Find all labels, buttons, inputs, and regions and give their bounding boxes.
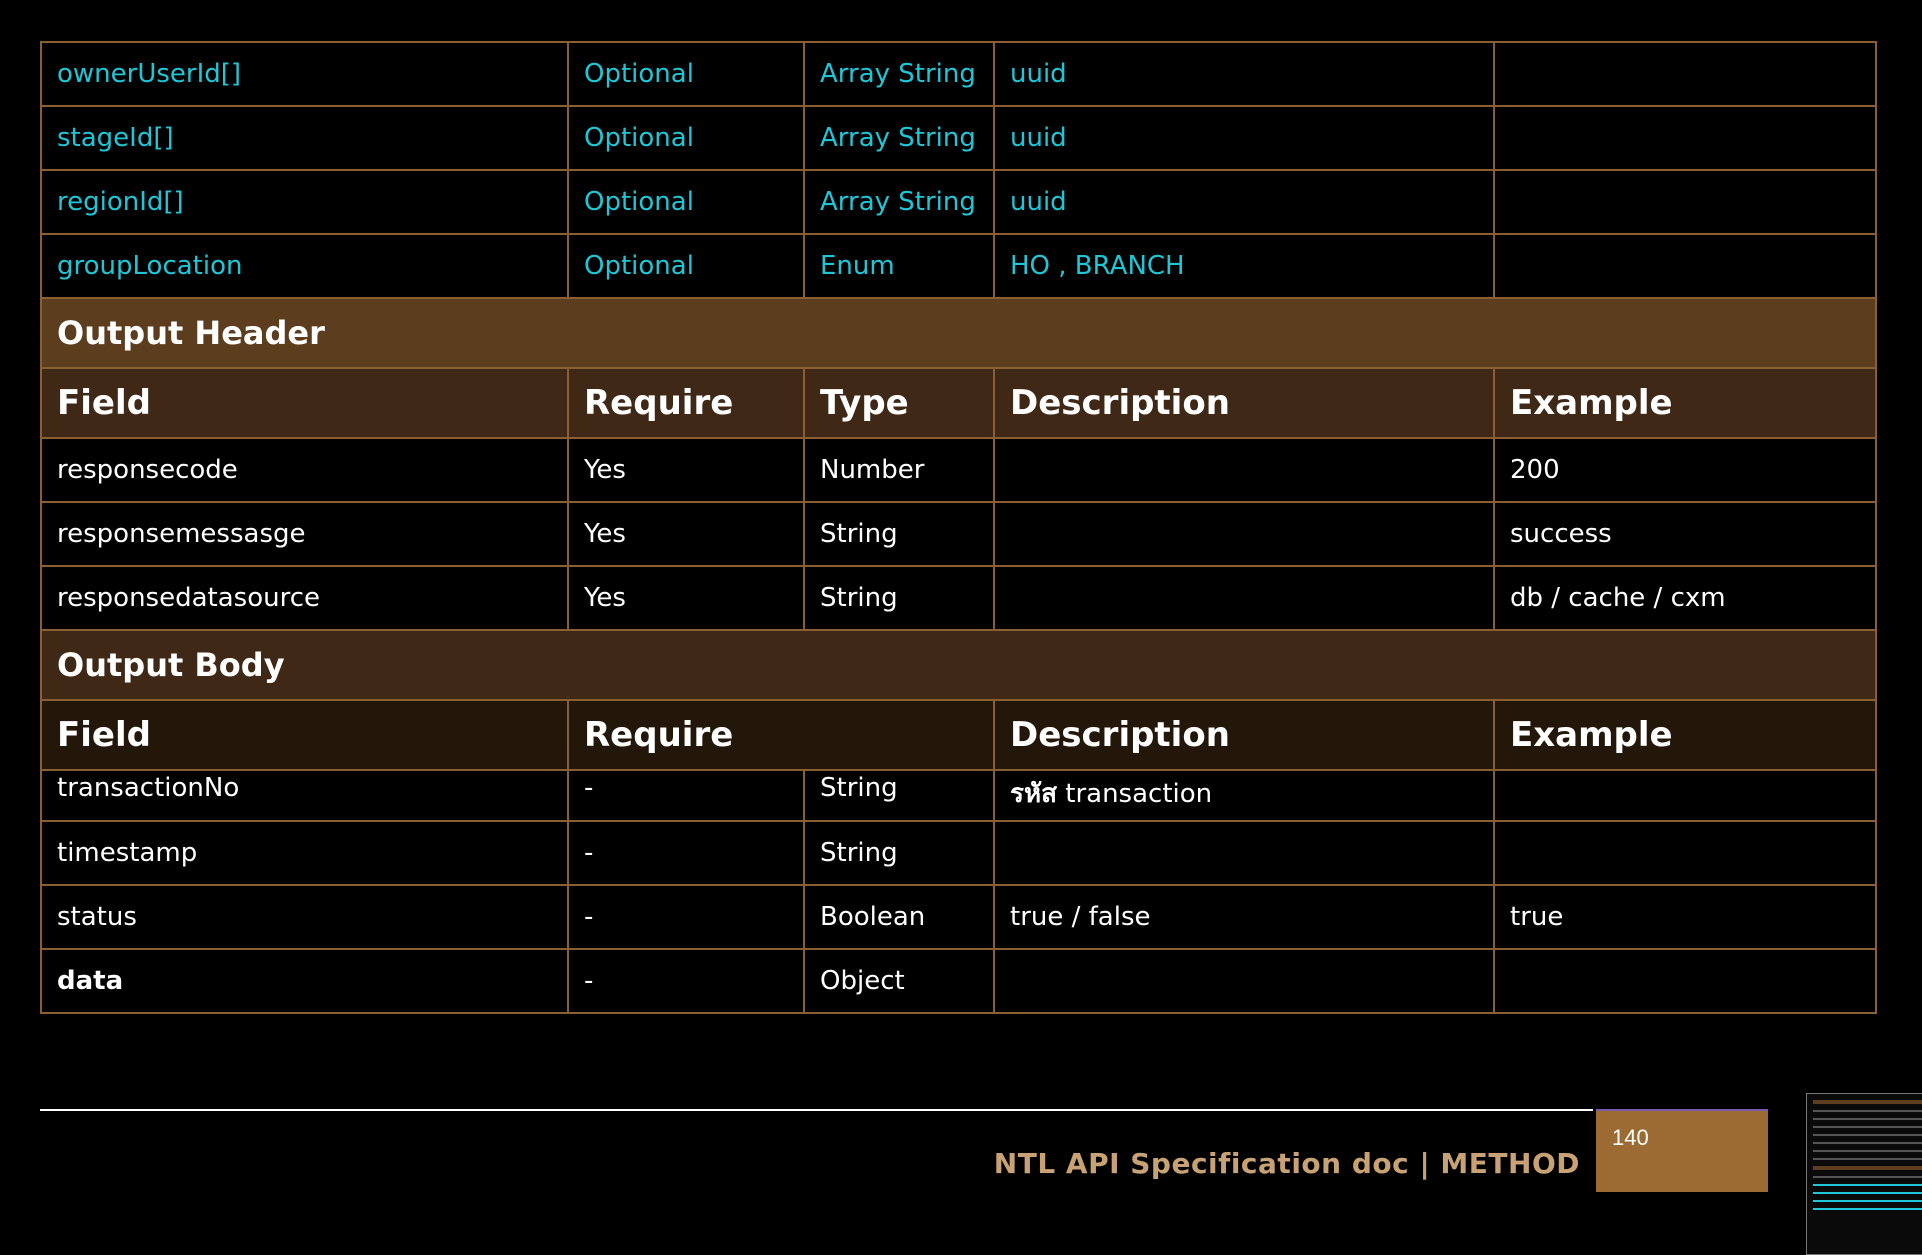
- require-cell: Yes: [568, 566, 804, 630]
- description-cell: [994, 949, 1494, 1013]
- description-cell: [994, 770, 1494, 821]
- example-cell: [1494, 821, 1876, 885]
- type-cell: String: [804, 821, 994, 885]
- field-cell: status: [41, 885, 568, 949]
- description-cell: [994, 502, 1494, 566]
- require-cell: Yes: [568, 502, 804, 566]
- type-cell: Enum: [804, 234, 994, 298]
- column-header-row: [41, 368, 1876, 438]
- table-row: [41, 821, 1876, 885]
- type-cell: String: [804, 770, 994, 821]
- field-cell: responsecode: [41, 438, 568, 502]
- column-header-description: Description: [994, 700, 1494, 770]
- field-cell: responsemessasge: [41, 502, 568, 566]
- description-cell: uuid: [994, 42, 1494, 106]
- description-cell: HO , BRANCH: [994, 234, 1494, 298]
- table-row: [41, 106, 1876, 170]
- example-cell: true: [1494, 885, 1876, 949]
- page-number-box: [1596, 1109, 1768, 1192]
- column-header-example: Example: [1494, 368, 1876, 438]
- type-cell: Array String: [804, 106, 994, 170]
- description-cell: [994, 438, 1494, 502]
- table-row: [41, 170, 1876, 234]
- column-header-row: [41, 700, 1876, 770]
- api-spec-table: [40, 41, 1877, 1014]
- description-prefix: รหัส: [1010, 779, 1057, 809]
- field-cell: ownerUserId[]: [41, 42, 568, 106]
- require-cell: -: [568, 885, 804, 949]
- table-row: [41, 42, 1876, 106]
- example-cell: [1494, 170, 1876, 234]
- require-cell: Yes: [568, 438, 804, 502]
- require-cell: -: [568, 821, 804, 885]
- next-slide-thumbnail[interactable]: [1806, 1093, 1922, 1255]
- column-header-example: Example: [1494, 700, 1876, 770]
- column-header-field: Field: [41, 700, 568, 770]
- table-row: [41, 566, 1876, 630]
- table-row: [41, 438, 1876, 502]
- type-cell: Number: [804, 438, 994, 502]
- example-cell: [1494, 770, 1876, 821]
- table-row: [41, 234, 1876, 298]
- column-header-require: Require: [568, 700, 994, 770]
- type-cell: String: [804, 566, 994, 630]
- table-row: [41, 885, 1876, 949]
- field-cell: responsedatasource: [41, 566, 568, 630]
- field-cell: transactionNo: [41, 770, 568, 821]
- column-header-type: Type: [804, 368, 994, 438]
- description-text: transaction: [1056, 779, 1213, 809]
- table-row: [41, 502, 1876, 566]
- footer-divider: [40, 1109, 1593, 1111]
- example-cell: [1494, 42, 1876, 106]
- type-cell: Object: [804, 949, 994, 1013]
- field-cell: stageId[]: [41, 106, 568, 170]
- example-cell: [1494, 234, 1876, 298]
- column-header-require: Require: [568, 368, 804, 438]
- type-cell: String: [804, 502, 994, 566]
- type-cell: Boolean: [804, 885, 994, 949]
- require-cell: Optional: [568, 42, 804, 106]
- field-cell: regionId[]: [41, 170, 568, 234]
- require-cell: Optional: [568, 234, 804, 298]
- page-number: 140: [1612, 1125, 1649, 1150]
- field-cell: groupLocation: [41, 234, 568, 298]
- section-heading-output-body: [41, 630, 1876, 700]
- column-header-field: Field: [41, 368, 568, 438]
- description-cell: true / false: [994, 885, 1494, 949]
- type-cell: Array String: [804, 42, 994, 106]
- description-cell: [994, 821, 1494, 885]
- section-title: Output Body: [41, 630, 1876, 700]
- table-row: [41, 949, 1876, 1013]
- example-cell: 200: [1494, 438, 1876, 502]
- example-cell: [1494, 949, 1876, 1013]
- section-heading-output-header: [41, 298, 1876, 368]
- description-cell: uuid: [994, 170, 1494, 234]
- example-cell: [1494, 106, 1876, 170]
- section-title: Output Header: [41, 298, 1876, 368]
- table-row: [41, 770, 1876, 821]
- require-cell: -: [568, 949, 804, 1013]
- require-cell: Optional: [568, 170, 804, 234]
- require-cell: -: [568, 770, 804, 821]
- footer-title: NTL API Specification doc | METHOD: [993, 1147, 1580, 1180]
- description-cell: [994, 566, 1494, 630]
- field-cell: timestamp: [41, 821, 568, 885]
- require-cell: Optional: [568, 106, 804, 170]
- example-cell: db / cache / cxm: [1494, 566, 1876, 630]
- description-cell: uuid: [994, 106, 1494, 170]
- column-header-description: Description: [994, 368, 1494, 438]
- example-cell: success: [1494, 502, 1876, 566]
- field-cell: data: [41, 949, 568, 1013]
- type-cell: Array String: [804, 170, 994, 234]
